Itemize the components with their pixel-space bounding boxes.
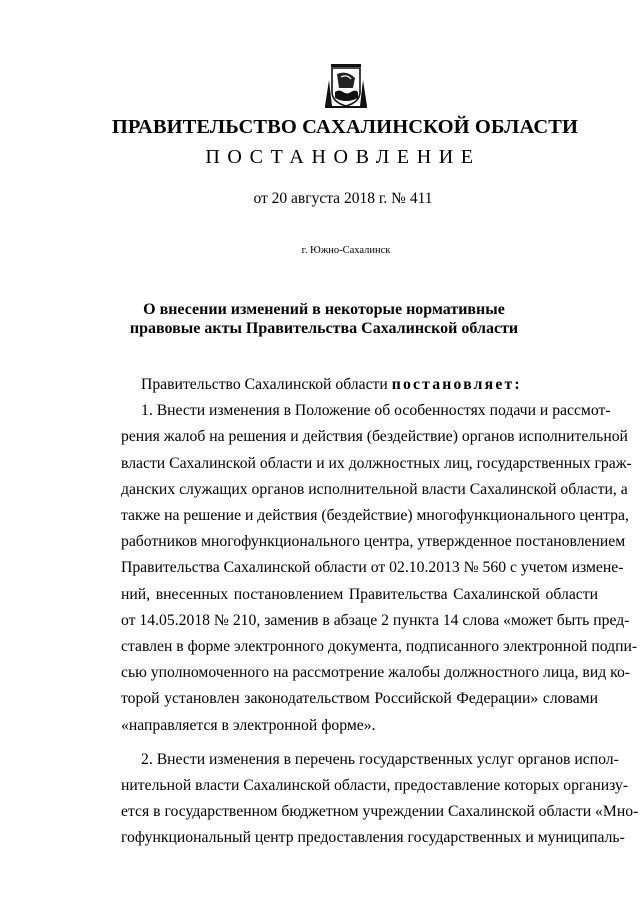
- paragraph-line: ний, внесенных постановлением Правительства Сахалинской области: [121, 585, 598, 603]
- paragraph-line: данских служащих органов исполнительной власти Сахалинской области, а: [121, 480, 628, 498]
- document-city: г. Южно-Сахалинск: [301, 245, 391, 256]
- paragraph-line: работников многофункционального центра, утвержденное постановлением: [121, 533, 626, 551]
- preamble-text: Правительство Сахалинской области: [141, 376, 392, 393]
- sakhalin-coat-of-arms-icon: [323, 62, 369, 110]
- paragraph-1: [121, 398, 638, 739]
- paragraph-line: нительной власти Сахалинской области, предоставление которых организу-: [121, 777, 629, 795]
- paragraph-2: [121, 747, 639, 852]
- paragraph-line: торой установлен законодательством Российской Федерации» словами: [121, 690, 598, 708]
- preamble-emphasis: постановляет:: [391, 376, 522, 393]
- government-name: ПРАВИТЕЛЬСТВО САХАЛИНСКОЙ ОБЛАСТИ: [111, 116, 579, 138]
- paragraph-line: «направляется в электронной форме».: [121, 716, 376, 734]
- document-date-number: от 20 августа 2018 г. № 411: [253, 190, 433, 207]
- paragraph-line: Правительства Сахалинской области от 02.10.2013 № 560 с учетом измене-: [121, 559, 624, 577]
- paragraph-line: 1. Внести изменения в Положение об особенностях подачи и рассмот-: [141, 402, 611, 420]
- preamble: [121, 372, 598, 398]
- paragraph-line: 2. Внести изменения в перечень государственных услуг органов испол-: [141, 750, 619, 768]
- paragraph-line: также на решение и действия (бездействие) многофункционального центра,: [121, 507, 629, 525]
- paragraph-line: рения жалоб на решения и действия (бездействие) органов исполнительной: [121, 428, 628, 446]
- document-body: [121, 372, 639, 852]
- document-subject: [0, 300, 640, 338]
- paragraph-line: ется в государственном бюджетном учреждении Сахалинской области «Мно-: [121, 803, 639, 821]
- paragraph-gap: [121, 739, 598, 747]
- paragraph-line: власти Сахалинской области и их должностных лиц, государственных граж-: [121, 454, 632, 472]
- paragraph-line: гофункциональный центр предоставления государственных и муниципаль-: [121, 829, 625, 847]
- subject-line: правовые акты Правительства Сахалинской области: [129, 320, 519, 337]
- document-type: ПОСТАНОВЛЕНИЕ: [205, 146, 481, 168]
- subject-line: О внесении изменений в некоторые нормативные: [143, 301, 505, 318]
- paragraph-line: сью уполномоченного на рассмотрение жалобы должностного лица, вид ко-: [121, 664, 631, 682]
- paragraph-line: от 14.05.2018 № 210, заменив в абзаце 2 пункта 14 слова «может быть пред-: [121, 611, 630, 629]
- paragraph-line: ставлен в форме электронного документа, подписанного электронной подпи-: [121, 638, 638, 656]
